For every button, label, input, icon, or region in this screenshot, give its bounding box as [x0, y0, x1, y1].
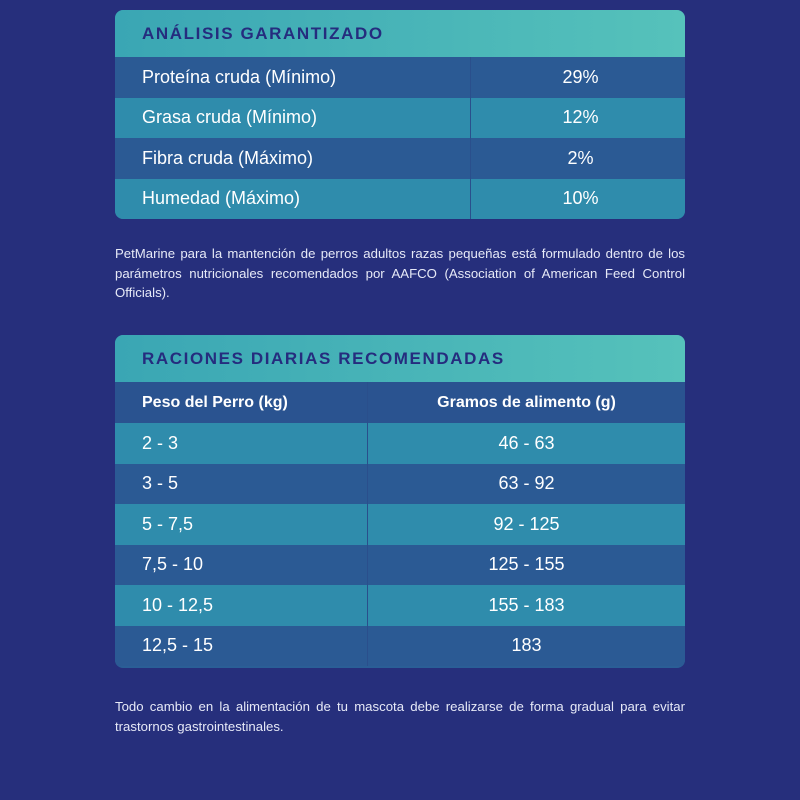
guaranteed-analysis-table [115, 10, 685, 219]
nutrient-label: Proteína cruda (Mínimo) [142, 66, 337, 87]
column-header-weight: Peso del Perro (kg) [142, 393, 288, 411]
weight-cell: 3 - 5 [142, 473, 179, 494]
guaranteed-analysis-header [115, 10, 685, 57]
table-row [115, 138, 685, 179]
grams-cell: 125 - 155 [367, 545, 685, 586]
nutrient-value: 29% [470, 57, 685, 98]
table-row [115, 626, 685, 667]
nutrient-label: Grasa cruda (Mínimo) [142, 107, 318, 128]
grams-cell: 92 - 125 [367, 504, 685, 545]
gradual-change-note: Todo cambio en la alimentación de tu mascota debe realizarse de forma gradual para evitar trastornos gastrointestinales. [115, 699, 685, 734]
daily-rations-header [115, 335, 685, 382]
nutrient-value: 12% [470, 98, 685, 139]
table-row [115, 98, 685, 139]
table-row [115, 179, 685, 220]
nutrient-value: 10% [470, 179, 685, 220]
guaranteed-analysis-title: ANÁLISIS GARANTIZADO [142, 23, 384, 43]
nutrient-label: Humedad (Máximo) [142, 188, 301, 209]
table-row [115, 57, 685, 98]
nutrient-label: Fibra cruda (Máximo) [142, 147, 314, 168]
grams-cell: 63 - 92 [367, 464, 685, 505]
weight-cell: 5 - 7,5 [142, 513, 194, 534]
table-row [115, 504, 685, 545]
table-row [115, 545, 685, 586]
column-header-grams: Gramos de alimento (g) [367, 382, 685, 423]
table-row [115, 585, 685, 626]
table-row [115, 464, 685, 505]
daily-rations-table [115, 335, 685, 668]
weight-cell: 12,5 - 15 [142, 635, 214, 656]
weight-cell: 7,5 - 10 [142, 554, 204, 575]
nutrient-value: 2% [470, 138, 685, 179]
weight-cell: 2 - 3 [142, 432, 179, 453]
grams-cell: 155 - 183 [367, 585, 685, 626]
daily-rations-title: RACIONES DIARIAS RECOMENDADAS [142, 348, 505, 368]
grams-cell: 183 [367, 626, 685, 667]
weight-cell: 10 - 12,5 [142, 594, 214, 615]
grams-cell: 46 - 63 [367, 423, 685, 464]
table-row [115, 423, 685, 464]
table-header-row [115, 382, 685, 423]
aafco-note: PetMarine para la mantención de perros adultos razas pequeñas está formulado dentro de los parámetros nutricionales recomendados por AAFCO (Association of American Feed Control Officials). [115, 246, 685, 300]
